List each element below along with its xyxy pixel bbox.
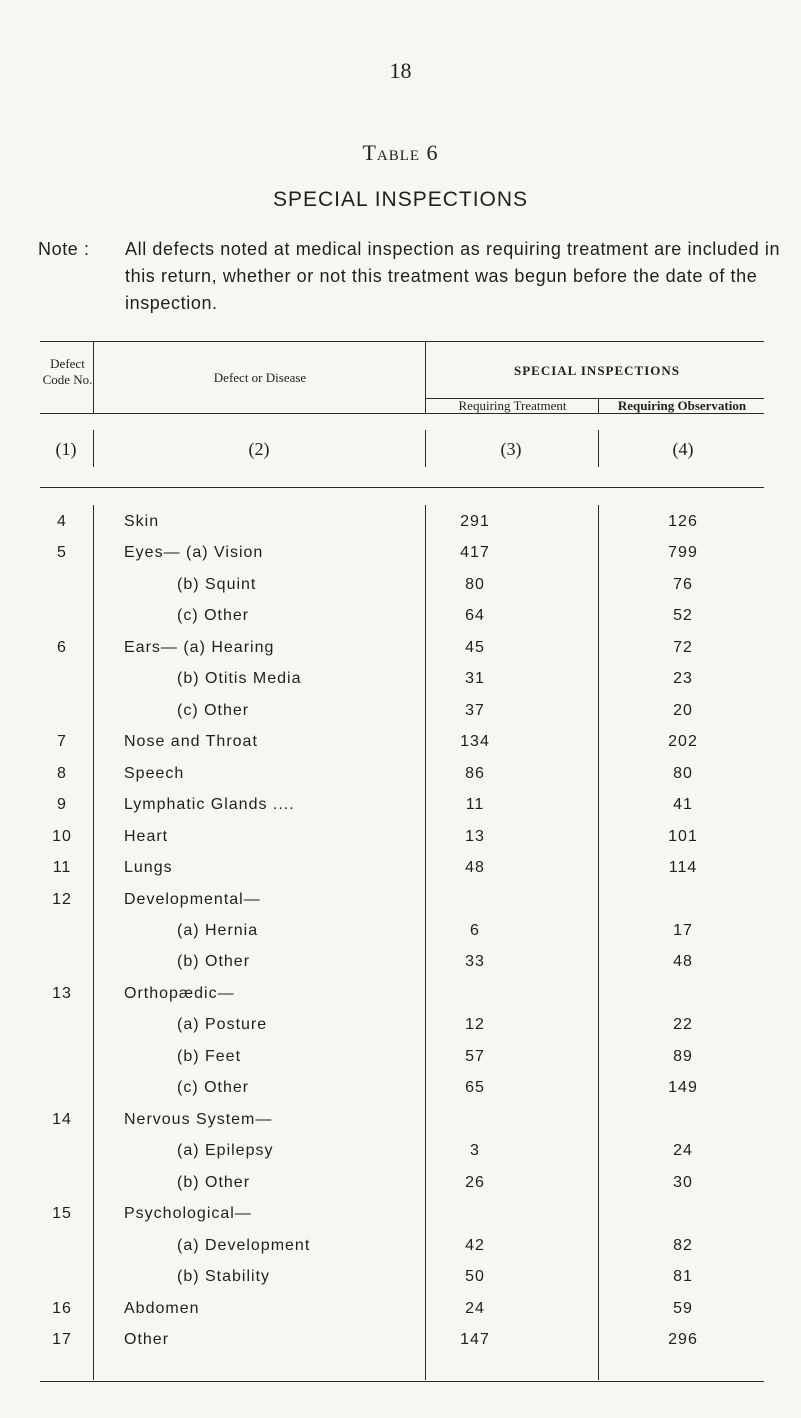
requiring-observation-value: 23 <box>673 670 693 688</box>
requiring-treatment-value: 13 <box>465 827 485 845</box>
defect-label: Developmental— <box>124 890 261 908</box>
requiring-observation-value: 82 <box>673 1236 693 1254</box>
requiring-treatment-value: 37 <box>465 701 485 719</box>
requiring-observation-value: 799 <box>668 544 698 562</box>
defect-code: 4 <box>57 513 67 530</box>
defect-label: (b) Stability <box>177 1268 271 1286</box>
defect-label: Psychological— <box>124 1205 252 1223</box>
defect-label: (a) Development <box>177 1236 311 1254</box>
defect-label: (a) Hernia <box>177 922 259 939</box>
requiring-observation-value: 52 <box>673 607 693 625</box>
defect-label: (b) Feet <box>177 1047 242 1065</box>
requiring-treatment-value: 12 <box>465 1016 485 1034</box>
requiring-treatment-value: 31 <box>465 670 485 688</box>
defect-code: 14 <box>52 1110 72 1128</box>
requiring-treatment-value: 24 <box>465 1299 485 1317</box>
note-prefix: Note : <box>38 239 90 259</box>
page-number: 18 <box>389 58 412 83</box>
defect-code: 16 <box>52 1299 72 1317</box>
requiring-treatment-value: 147 <box>460 1331 490 1348</box>
requiring-observation-value: 296 <box>668 1331 698 1348</box>
requiring-observation-value: 81 <box>673 1268 693 1286</box>
defect-code: 8 <box>57 764 67 782</box>
defect-code: 11 <box>52 859 72 877</box>
defect-code: 17 <box>52 1331 72 1348</box>
defect-label: (c) Other <box>177 607 250 625</box>
requiring-observation-value: 41 <box>673 796 693 814</box>
defect-label: Orthopædic— <box>124 984 235 1002</box>
requiring-treatment-value: 48 <box>465 859 485 877</box>
requiring-observation-value: 114 <box>668 859 698 877</box>
requiring-observation-value: 24 <box>673 1142 693 1160</box>
defect-label: Skin <box>124 513 160 530</box>
requiring-observation-value: 72 <box>673 638 693 656</box>
requiring-treatment-value: 134 <box>460 733 490 751</box>
defect-code: 9 <box>57 796 67 814</box>
requiring-treatment-value: 45 <box>465 638 485 656</box>
defect-code: 15 <box>52 1205 72 1223</box>
requiring-observation-value: 149 <box>668 1079 698 1097</box>
defect-label: (b) Other <box>177 1173 251 1191</box>
page-title: SPECIAL INSPECTIONS <box>272 188 529 211</box>
requiring-observation-value: 80 <box>673 764 693 782</box>
defect-code: 7 <box>57 733 67 751</box>
requiring-treatment-value: 80 <box>465 575 485 593</box>
requiring-treatment-value: 33 <box>465 953 485 971</box>
requiring-observation-value: 126 <box>668 513 698 530</box>
requiring-treatment-value: 65 <box>465 1079 485 1097</box>
note-text: All defects noted at medical inspection as requiring treatment are included in this return, whether or not this treatment was begun before the date of the inspection. <box>125 239 781 313</box>
requiring-treatment-value: 64 <box>465 607 485 625</box>
requiring-treatment-value: 26 <box>465 1173 485 1191</box>
defect-label: (c) Other <box>177 701 250 719</box>
requiring-treatment-value: 42 <box>465 1236 485 1254</box>
requiring-observation-value: 20 <box>673 701 693 719</box>
column-number-3: (3) <box>500 439 522 459</box>
requiring-observation-value: 76 <box>673 575 693 593</box>
requiring-treatment-value: 86 <box>465 764 485 782</box>
defect-label: Heart <box>124 827 169 845</box>
header-defect: Defect or Disease <box>213 370 307 385</box>
column-number-2: (2) <box>248 439 270 459</box>
defect-label: Nervous System— <box>124 1110 273 1128</box>
header-treatment: Requiring Treatment <box>458 398 567 413</box>
requiring-observation-value: 17 <box>673 922 693 939</box>
requiring-treatment-value: 57 <box>465 1047 485 1065</box>
defect-label: (c) Other <box>177 1079 250 1097</box>
defect-label: Abdomen <box>124 1299 200 1317</box>
defect-code: 10 <box>52 827 72 845</box>
defect-label: (a) Epilepsy <box>177 1142 274 1160</box>
header-code: Defect Code No. <box>42 356 93 387</box>
defect-label: Speech <box>124 764 185 782</box>
column-number-1: (1) <box>55 439 77 459</box>
defect-label: (b) Otitis Media <box>177 670 302 688</box>
requiring-observation-value: 202 <box>668 733 698 751</box>
requiring-treatment-value: 50 <box>465 1268 485 1286</box>
defect-code: 12 <box>52 890 72 908</box>
requiring-observation-value: 59 <box>673 1299 693 1317</box>
requiring-observation-value: 48 <box>673 953 693 971</box>
defect-code: 5 <box>57 544 67 562</box>
defect-label: Eyes— (a) Vision <box>124 544 264 562</box>
defect-code: 6 <box>57 638 67 656</box>
defect-label: Nose and Throat <box>124 733 258 751</box>
header-group: SPECIAL INSPECTIONS <box>513 363 681 378</box>
requiring-observation-value: 89 <box>673 1047 693 1065</box>
table-label: Table 6 <box>362 140 439 165</box>
defect-label: (a) Posture <box>177 1016 268 1034</box>
defect-label: Ears— (a) Hearing <box>124 638 275 656</box>
column-number-4: (4) <box>672 439 694 459</box>
requiring-treatment-value: 3 <box>470 1142 480 1160</box>
requiring-treatment-value: 11 <box>465 796 485 814</box>
requiring-treatment-value: 417 <box>460 544 490 562</box>
defect-label: (b) Squint <box>177 575 257 593</box>
requiring-observation-value: 30 <box>673 1173 693 1191</box>
header-observation: Requiring Observation <box>617 398 747 413</box>
requiring-treatment-value: 6 <box>470 922 480 939</box>
defect-label: Other <box>124 1331 170 1348</box>
defect-label: Lungs <box>124 859 173 877</box>
requiring-observation-value: 101 <box>668 827 698 845</box>
defect-label: (b) Other <box>177 953 251 971</box>
requiring-observation-value: 22 <box>673 1016 693 1034</box>
defect-code: 13 <box>52 984 72 1002</box>
requiring-treatment-value: 291 <box>460 513 490 530</box>
defect-label: Lymphatic Glands .... <box>124 796 295 814</box>
